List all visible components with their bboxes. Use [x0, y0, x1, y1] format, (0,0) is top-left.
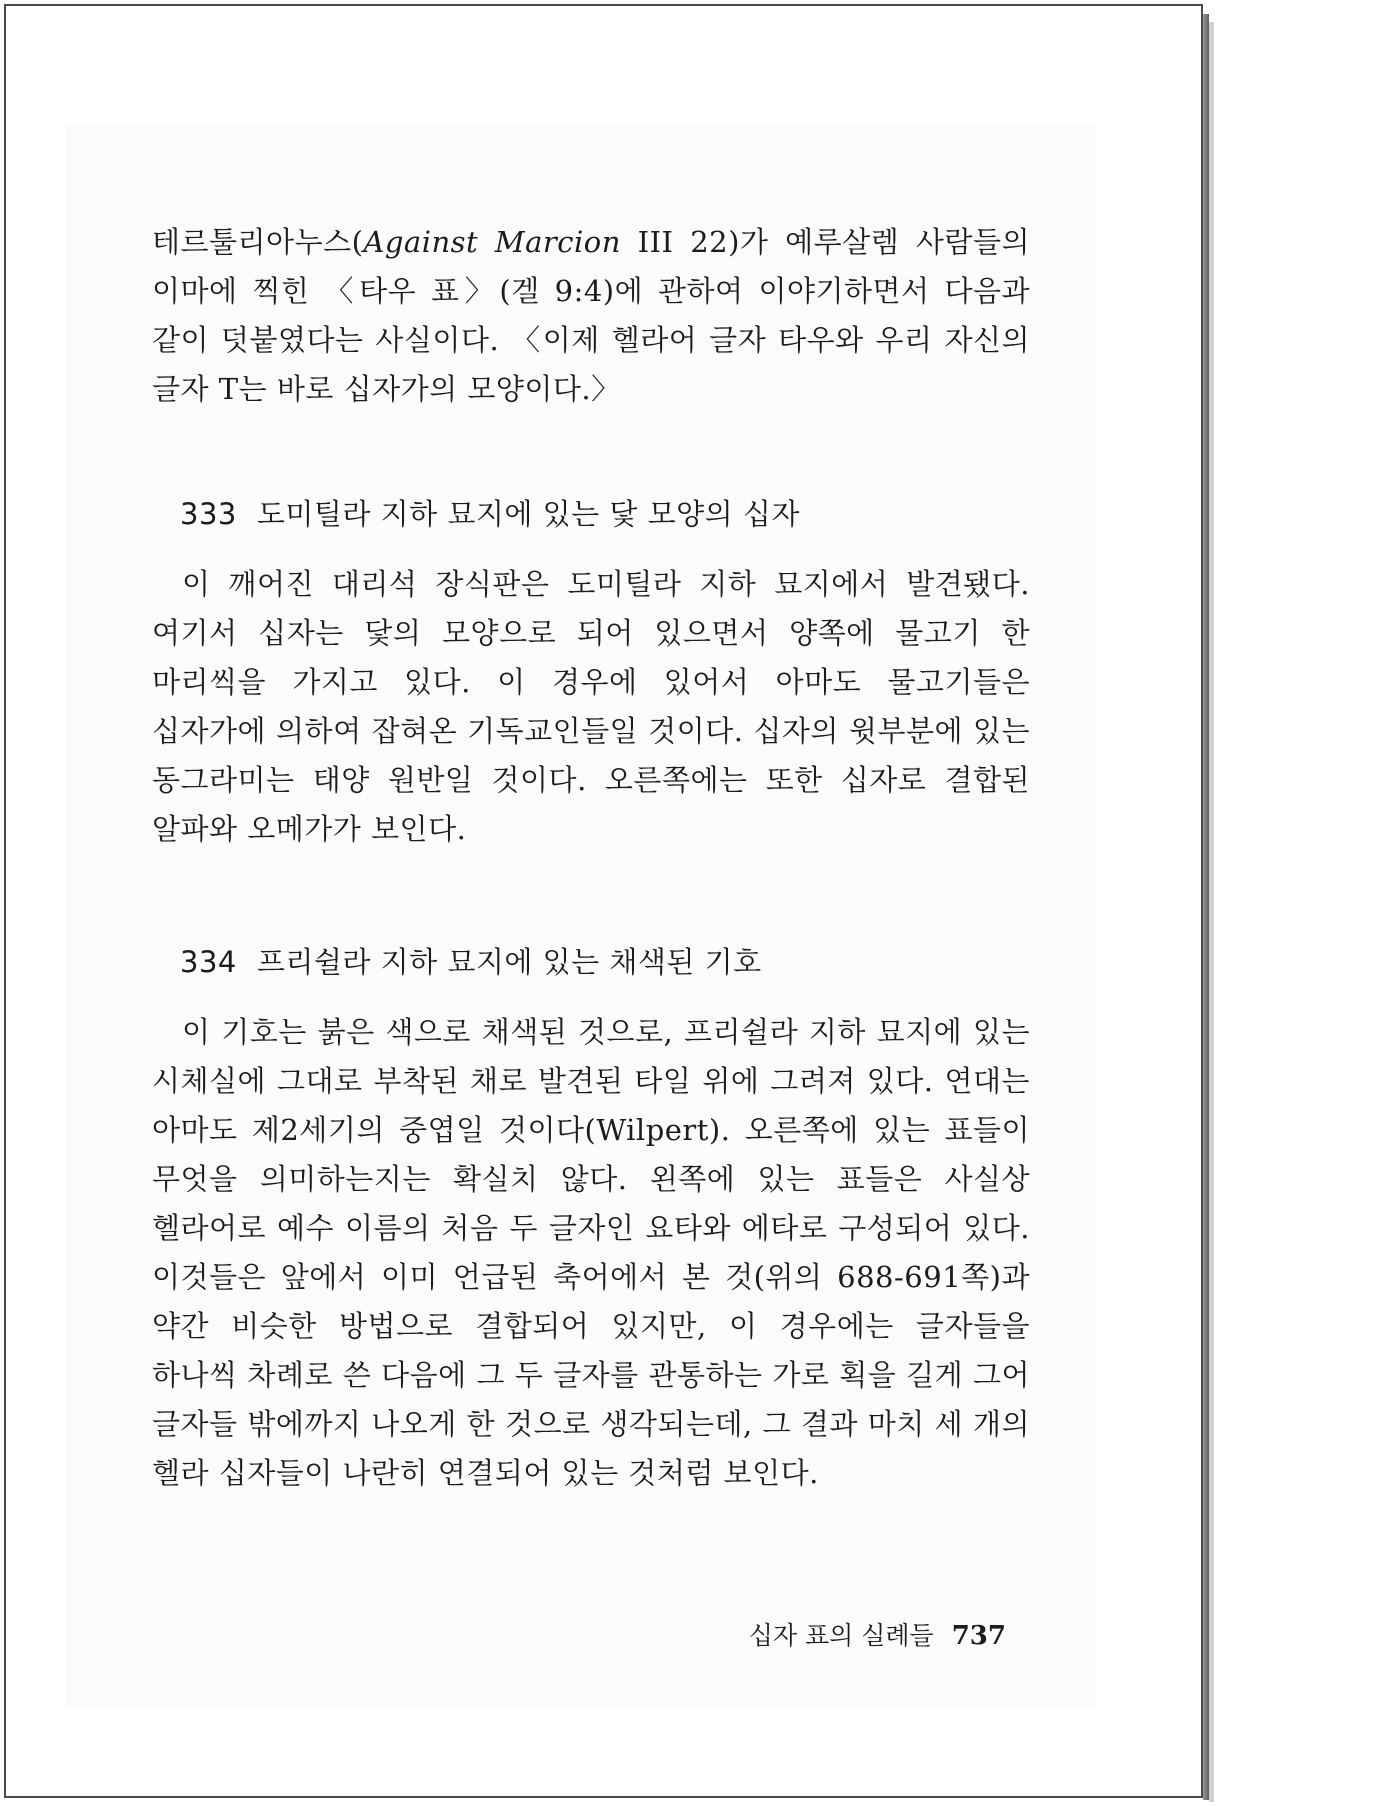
- running-head: 십자 표의 실례들: [748, 1621, 934, 1650]
- intro-paragraph: [152, 218, 1030, 414]
- section-334-heading: [180, 940, 762, 981]
- section-334-number: 334: [180, 945, 237, 979]
- page-footer: [749, 1616, 1006, 1652]
- intro-text-start: 테르툴리아누스(: [152, 225, 364, 259]
- book-title-italic: Against Marcion: [363, 225, 621, 259]
- section-333-title: 도미틸라 지하 묘지에 있는 닻 모양의 십자: [256, 497, 800, 531]
- page-number: 737: [951, 1621, 1006, 1651]
- section-334-title: 프리쉴라 지하 묘지에 있는 채색된 기호: [256, 945, 762, 979]
- section-334-body: 이 기호는 붉은 색으로 채색된 것으로, 프리쉴라 지하 묘지에 있는 시체실에 그대로 부착된 채로 발견된 타일 위에 그려져 있다. 연대는 아마도 제2세기의 중엽일 것이다(Wilpert). 오른쪽에 있는 표들이 무엇을 의미하는지는 확실치 않다. 왼쪽에 있는 표들은 사실상 헬라어로 예수 이름의 처음 두 글자인 요타와 에타로 구성되어 있다. 이것들은 앞에서 이미 언급된 축어에서 본 것(위의 688-691쪽)과 약간 비슷한 방법으로 결합되어 있지만, 이 경우에는 글자들을 하나씩 차례로 쓴 다음에 그 두 글자를 관통하는 가로 획을 길게 그어 글자들 밖에까지 나오게 한 것으로 생각되는데, 그 결과 마치 세 개의 헬라 십자들이 나란히 연결되어 있는 것처럼 보인다.: [152, 1015, 1030, 1490]
- page-drop-shadow: [1209, 22, 1214, 1802]
- section-333-body: 이 깨어진 대리석 장식판은 도미틸라 지하 묘지에서 발견됐다. 여기서 십자는 닻의 모양으로 되어 있으면서 양쪽에 물고기 한 마리씩을 가지고 있다. 이 경우에 있어서 아마도 물고기들은 십자가에 의하여 잡혀온 기독교인들일 것이다. 십자의 윗부분에 있는 동그라미는 태양 원반일 것이다. 오른쪽에는 또한 십자로 결합된 알파와 오메가가 보인다.: [152, 567, 1030, 846]
- section-333-number: 333: [180, 497, 237, 531]
- section-333-heading: [180, 492, 800, 533]
- intro-text-rest: III 22)가 예루살렘 사람들의 이마에 찍힌 〈타우 표〉(겔 9:4)에 관하여 이야기하면서 다음과 같이 덧붙였다는 사실이다. 〈이제 헬라어 글자 타우와 우리 자신의 글자 T는 바로 십자가의 모양이다.〉: [152, 225, 1030, 406]
